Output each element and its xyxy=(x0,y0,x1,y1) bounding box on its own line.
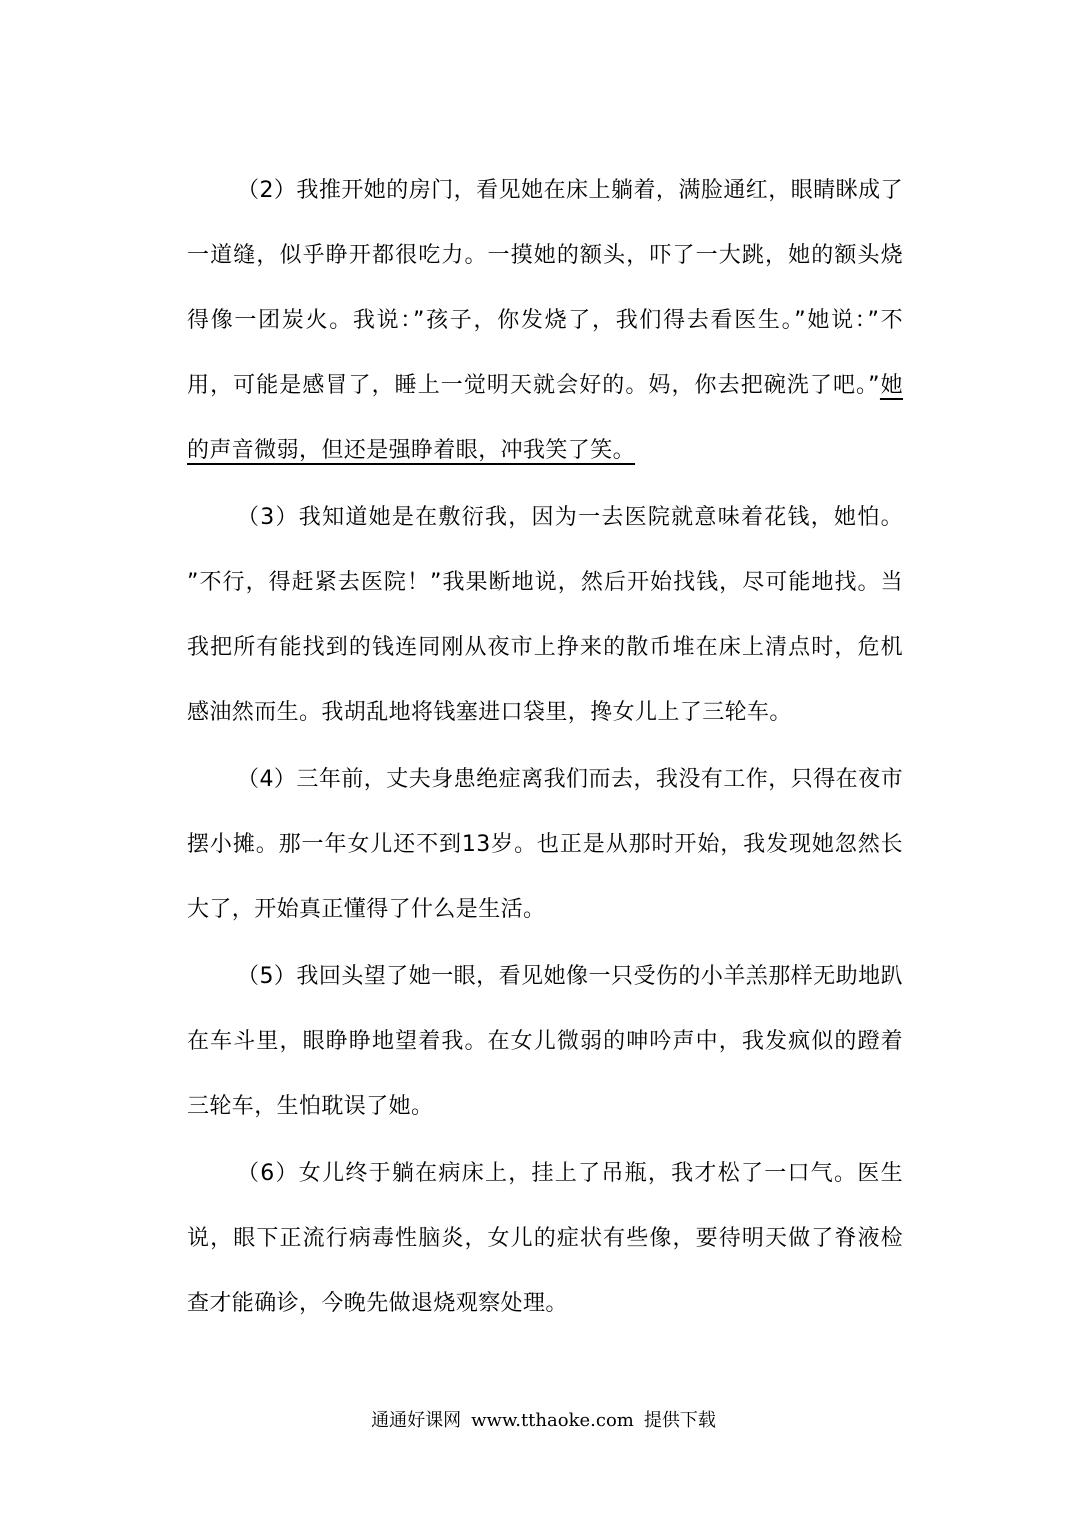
paragraph-5 xyxy=(187,944,903,1139)
footer-site-name: 通通好课网 xyxy=(371,1410,462,1431)
paragraph-2 xyxy=(187,158,903,483)
paragraph-3-text: （3）我知道她是在敷衍我，因为一去医院就意味着花钱，她怕。 ”不行，得赶紧去医院！”我果断地说，然后开始找钱，尽可能地找。当我把所有能找到的钱连同刚从夜市上挣来的散币堆在床上清点时，危机感油然而生。我胡乱地将钱塞进口袋里，搀女儿上了三轮车。 xyxy=(187,505,903,725)
paragraph-5-text: （5）我回头望了她一眼，看见她像一只受伤的小羊羔那样无助地趴在车斗里，眼睁睁地望着我。在女儿微弱的呻吟声中，我发疯似的蹬着三轮车，生怕耽误了她。 xyxy=(187,964,903,1119)
paragraph-6-text: （6）女儿终于躺在病床上，挂上了吊瓶，我才松了一口气。医生说，眼下正流行病毒性脑炎，女儿的症状有些像，要待明天做了脊液检查才能确诊，今晚先做退烧观察处理。 xyxy=(187,1161,903,1316)
page-footer xyxy=(0,1409,1087,1433)
paragraph-4 xyxy=(187,747,903,942)
paragraph-2-text: （2）我推开她的房门，看见她在床上躺着，满脸通红，眼睛眯成了一道缝，似乎睁开都很吃力。一摸她的额头，吓了一大跳，她的额头烧得像一团炭火。我说：”孩子，你发烧了，我们得去看医生。”她说：”不用，可能是感冒了，睡上一觉明天就会好的。妈，你去把碗洗了吧。” xyxy=(187,178,903,398)
paragraph-3 xyxy=(187,485,903,745)
document-body xyxy=(187,158,903,1338)
underlined-sentence: 她的声音微弱，但还是强睁着眼，冲我笑了笑。 xyxy=(187,373,903,463)
paragraph-4-text: （4）三年前，丈夫身患绝症离我们而去，我没有工作，只得在夜市摆小摊。那一年女儿还不到13岁。也正是从那时开始，我发现她忽然长大了，开始真正懂得了什么是生活。 xyxy=(187,767,903,922)
footer-url: www.tthaoke.com xyxy=(471,1410,634,1431)
paragraph-6 xyxy=(187,1141,903,1336)
footer-note: 提供下载 xyxy=(643,1410,716,1431)
